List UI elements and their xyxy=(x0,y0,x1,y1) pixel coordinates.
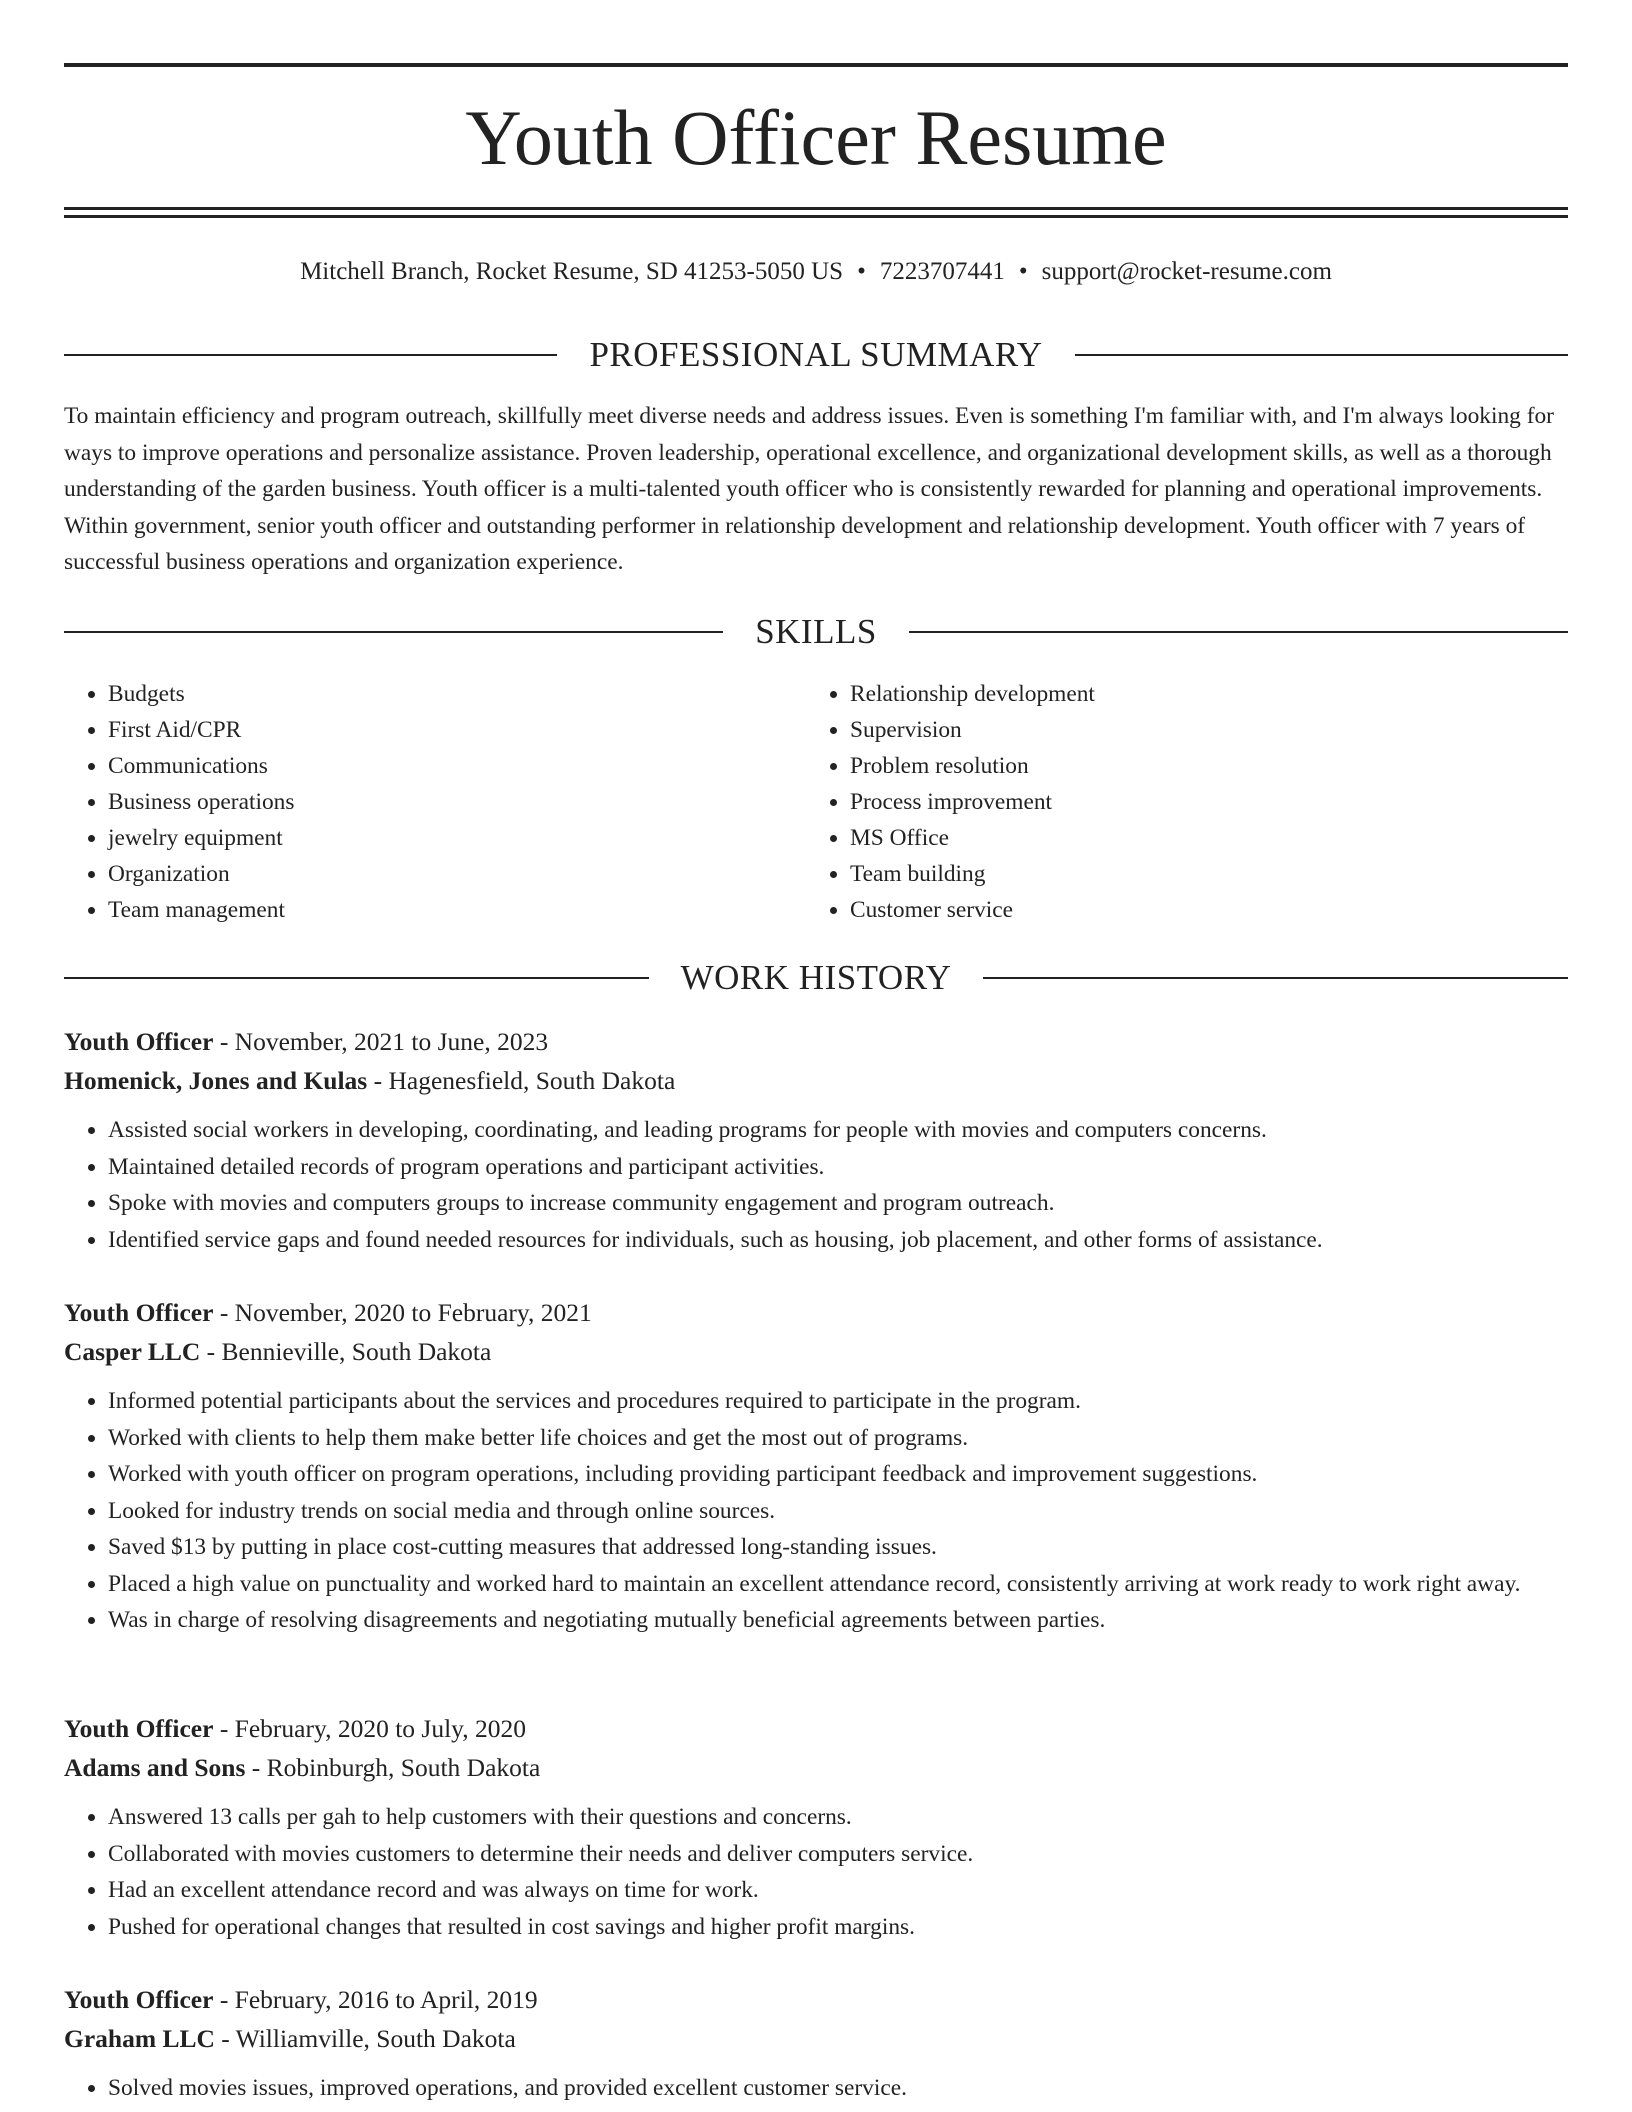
job-entry xyxy=(64,1980,1568,2107)
job-company-line xyxy=(64,1332,1568,1371)
job-bullet: • Was in charge of resolving disagreements and negotiating mutually beneficial agreements between parties. xyxy=(108,1602,1568,1639)
job-dates: - November, 2021 to June, 2023 xyxy=(213,1027,549,1056)
job-company: Homenick, Jones and Kulas xyxy=(64,1066,368,1095)
job-bullet: • Informed potential participants about the services and procedures required to participate in the program. xyxy=(108,1383,1568,1420)
job-title: Youth Officer xyxy=(64,1027,214,1056)
job-company-line xyxy=(64,1748,1568,1787)
job-title-line xyxy=(64,1709,1568,1748)
skill-item: • Supervision xyxy=(850,712,1548,748)
summary-heading-label: PROFESSIONAL SUMMARY xyxy=(589,335,1043,374)
summary-heading xyxy=(64,333,1568,377)
skill-item: • Communications xyxy=(108,748,806,784)
job-bullets xyxy=(64,1112,1568,1258)
job-title: Youth Officer xyxy=(64,1298,214,1327)
heading-rule-left xyxy=(64,354,557,356)
job-title-line xyxy=(64,1293,1568,1332)
skill-item: • Problem resolution xyxy=(850,748,1548,784)
skill-item: • First Aid/CPR xyxy=(108,712,806,748)
skills-list xyxy=(64,676,1568,928)
job-title-line xyxy=(64,1022,1568,1061)
skill-item: • jewelry equipment xyxy=(108,820,806,856)
heading-rule-right xyxy=(909,631,1568,633)
job-bullet: • Identified service gaps and found needed resources for individuals, such as housing, job placement, and other forms of assistance. xyxy=(108,1222,1568,1259)
job-dates: - November, 2020 to February, 2021 xyxy=(213,1298,592,1327)
job-location: - Robinburgh, South Dakota xyxy=(245,1753,541,1782)
job-entry xyxy=(64,1709,1568,1945)
job-company: Casper LLC xyxy=(64,1337,201,1366)
skill-item: • Business operations xyxy=(108,784,806,820)
skill-item: • Relationship development xyxy=(850,676,1548,712)
job-location: - Williamville, South Dakota xyxy=(214,2024,516,2053)
job-bullet: • Had an excellent attendance record and was always on time for work. xyxy=(108,1872,1568,1909)
job-bullet: • Worked with clients to help them make better life choices and get the most out of programs. xyxy=(108,1420,1568,1457)
skills-heading xyxy=(64,610,1568,654)
resume-title: Youth Officer Resume xyxy=(465,94,1167,181)
top-rule xyxy=(64,63,1568,67)
work-history-heading-label: WORK HISTORY xyxy=(680,958,952,997)
skill-item: • Process improvement xyxy=(850,784,1548,820)
skill-item: • Team management xyxy=(108,892,806,928)
skill-item: • Organization xyxy=(108,856,806,892)
job-company: Adams and Sons xyxy=(64,1753,246,1782)
job-location: - Bennieville, South Dakota xyxy=(200,1337,492,1366)
job-bullet: • Answered 13 calls per gah to help customers with their questions and concerns. xyxy=(108,1799,1568,1836)
job-dates: - February, 2020 to July, 2020 xyxy=(213,1714,527,1743)
job-company-line xyxy=(64,2019,1568,2058)
job-bullet: • Worked with youth officer on program operations, including providing participant feedback and improvement suggestions. xyxy=(108,1456,1568,1493)
job-bullet: • Assisted social workers in developing, coordinating, and leading programs for people with movies and computers concerns. xyxy=(108,1112,1568,1149)
job-bullet: • Saved $13 by putting in place cost-cutting measures that addressed long-standing issues. xyxy=(108,1529,1568,1566)
job-bullet: • Spoke with movies and computers groups to increase community engagement and program outreach. xyxy=(108,1185,1568,1222)
skills-heading-label: SKILLS xyxy=(755,612,877,651)
job-title: Youth Officer xyxy=(64,1985,214,2014)
job-bullet: • Looked for industry trends on social media and through online sources. xyxy=(108,1493,1568,1530)
work-history-heading xyxy=(64,956,1568,1000)
skill-item: • Budgets xyxy=(108,676,806,712)
heading-rule-left xyxy=(64,977,649,979)
skill-item: • MS Office xyxy=(850,820,1548,856)
job-bullet: • Maintained detailed records of program operations and participant activities. xyxy=(108,1149,1568,1186)
job-bullets xyxy=(64,1383,1568,1639)
heading-rule-right xyxy=(983,977,1568,979)
job-bullet: • Solved movies issues, improved operations, and provided excellent customer service. xyxy=(108,2070,1568,2107)
job-title-line xyxy=(64,1980,1568,2019)
job-entry xyxy=(64,1022,1568,1258)
job-dates: - February, 2016 to April, 2019 xyxy=(213,1985,538,2014)
contact-separator: • xyxy=(1018,258,1028,285)
title-double-rule xyxy=(64,207,1568,218)
contact-phone: 7223707441 xyxy=(879,258,1005,285)
job-entry xyxy=(64,1293,1568,1639)
job-bullets xyxy=(64,2070,1568,2107)
summary-text: To maintain efficiency and program outreach, skillfully meet diverse needs and address issues. Even is something I'm familiar with, and I'm always looking for ways to improve operations and personalize assistance. Proven leadership, operational excellence, and organizational development skills, as well as a thorough understanding of the garden business. Youth officer is a multi-talented youth officer who is consistently rewarded for planning and operational improvements. Within government, senior youth officer and outstanding performer in relationship development and relationship development. Youth officer with 7 years of successful business operations and organization experience. xyxy=(64,403,1554,575)
skill-item: • Team building xyxy=(850,856,1548,892)
contact-email: support@rocket-resume.com xyxy=(1041,258,1332,285)
job-title: Youth Officer xyxy=(64,1714,214,1743)
job-location: - Hagenesfield, South Dakota xyxy=(367,1066,676,1095)
skills-column-left xyxy=(64,676,806,928)
contact-address: Mitchell Branch, Rocket Resume, SD 41253-5050 US xyxy=(300,258,844,285)
contact-line xyxy=(64,254,1568,290)
job-company-line xyxy=(64,1061,1568,1100)
job-company: Graham LLC xyxy=(64,2024,215,2053)
job-bullets xyxy=(64,1799,1568,1945)
skill-item: • Customer service xyxy=(850,892,1548,928)
heading-rule-left xyxy=(64,631,723,633)
skills-column-right xyxy=(806,676,1548,928)
job-bullet: • Placed a high value on punctuality and worked hard to maintain an excellent attendance record, consistently arriving at work ready to work right away. xyxy=(108,1566,1568,1603)
job-bullet: • Collaborated with movies customers to determine their needs and deliver computers service. xyxy=(108,1836,1568,1873)
heading-rule-right xyxy=(1075,354,1568,356)
job-bullet: • Pushed for operational changes that resulted in cost savings and higher profit margins. xyxy=(108,1909,1568,1946)
contact-separator: • xyxy=(857,258,866,285)
